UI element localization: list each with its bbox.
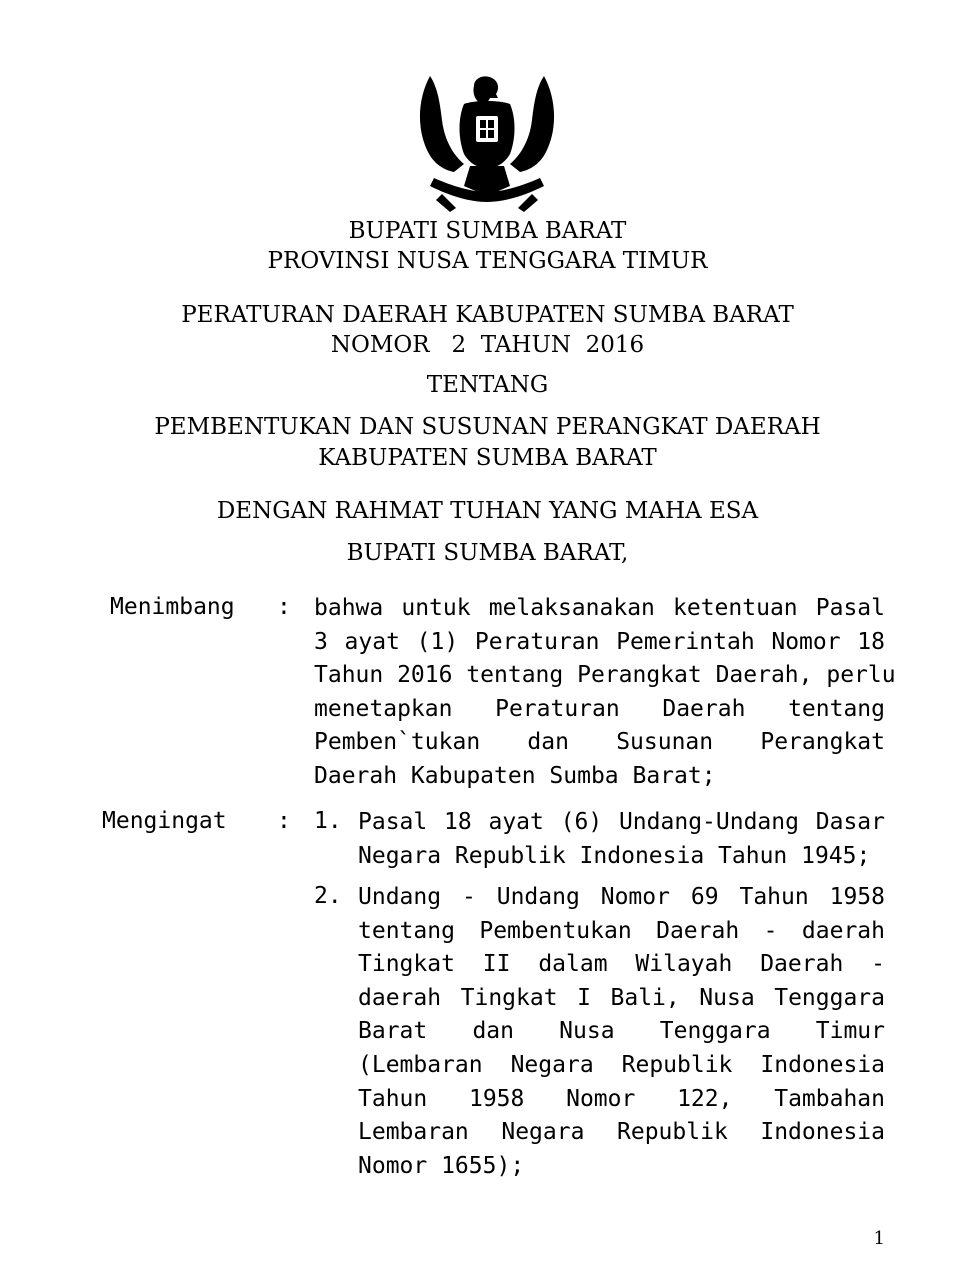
mengingat-colon: : <box>277 808 291 834</box>
header-regent-title: BUPATI SUMBA BARAT <box>348 218 627 244</box>
mengingat-item-line: Negara Republik Indonesia Tahun 1945; <box>358 842 871 869</box>
mengingat-item-2 <box>358 881 885 1183</box>
mengingat-item-line: tentang Pembentukan Daerah - daerah <box>358 917 885 944</box>
preamble-regent: BUPATI SUMBA BARAT, <box>346 540 629 566</box>
mengingat-item-line: Pasal 18 ayat (6) Undang-Undang Dasar <box>358 809 885 835</box>
mengingat-item-line: Lembaran Negara Republik Indonesia <box>358 1119 885 1146</box>
mengingat-item-line: daerah Tingkat I Bali, Nusa Tenggara <box>358 984 885 1011</box>
menimbang-line: Pemben`tukan dan Susunan Perangkat <box>314 729 885 756</box>
regulation-subject-line2: KABUPATEN SUMBA BARAT <box>318 445 657 471</box>
mengingat-item-line: Nomor 1655); <box>358 1152 525 1179</box>
header-province-title: PROVINSI NUSA TENGGARA TIMUR <box>267 248 708 274</box>
tentang-heading: TENTANG <box>426 372 549 398</box>
menimbang-line: Tahun 2016 tentang Perangkat Daerah, perlu <box>314 662 896 689</box>
regulation-subject-line1: PEMBENTUKAN DAN SUSUNAN PERANGKAT DAERAH <box>154 414 821 440</box>
mengingat-item-line: Barat dan Nusa Tenggara Timur <box>358 1018 885 1045</box>
menimbang-colon: : <box>277 594 291 620</box>
menimbang-line: 3 ayat (1) Peraturan Pemerintah Nomor 18 <box>314 628 885 655</box>
regulation-number: NOMOR 2 TAHUN 2016 <box>330 332 645 358</box>
menimbang-line: menetapkan Peraturan Daerah tentang <box>314 695 885 722</box>
page-number: 1 <box>873 1228 885 1249</box>
preamble-blessing: DENGAN RAHMAT TUHAN YANG MAHA ESA <box>216 498 759 524</box>
mengingat-item-1 <box>358 806 885 873</box>
mengingat-item-line: (Lembaran Negara Republik Indonesia <box>358 1051 885 1078</box>
mengingat-item-number: 1. <box>314 808 342 834</box>
menimbang-paragraph <box>314 592 896 794</box>
menimbang-line: Daerah Kabupaten Sumba Barat; <box>314 762 716 789</box>
regulation-title: PERATURAN DAERAH KABUPATEN SUMBA BARAT <box>181 302 794 328</box>
mengingat-item-number: 2. <box>314 883 342 909</box>
mengingat-item-line: Undang - Undang Nomor 69 Tahun 1958 <box>358 884 885 910</box>
mengingat-label: Mengingat <box>102 808 227 834</box>
menimbang-label: Menimbang <box>110 594 235 620</box>
mengingat-item-line: Tahun 1958 Nomor 122, Tambahan <box>358 1085 885 1112</box>
menimbang-line: bahwa untuk melaksanakan ketentuan Pasal <box>314 595 885 621</box>
garuda-emblem-icon <box>412 68 562 216</box>
mengingat-item-line: Tingkat II dalam Wilayah Daerah - <box>358 951 885 978</box>
